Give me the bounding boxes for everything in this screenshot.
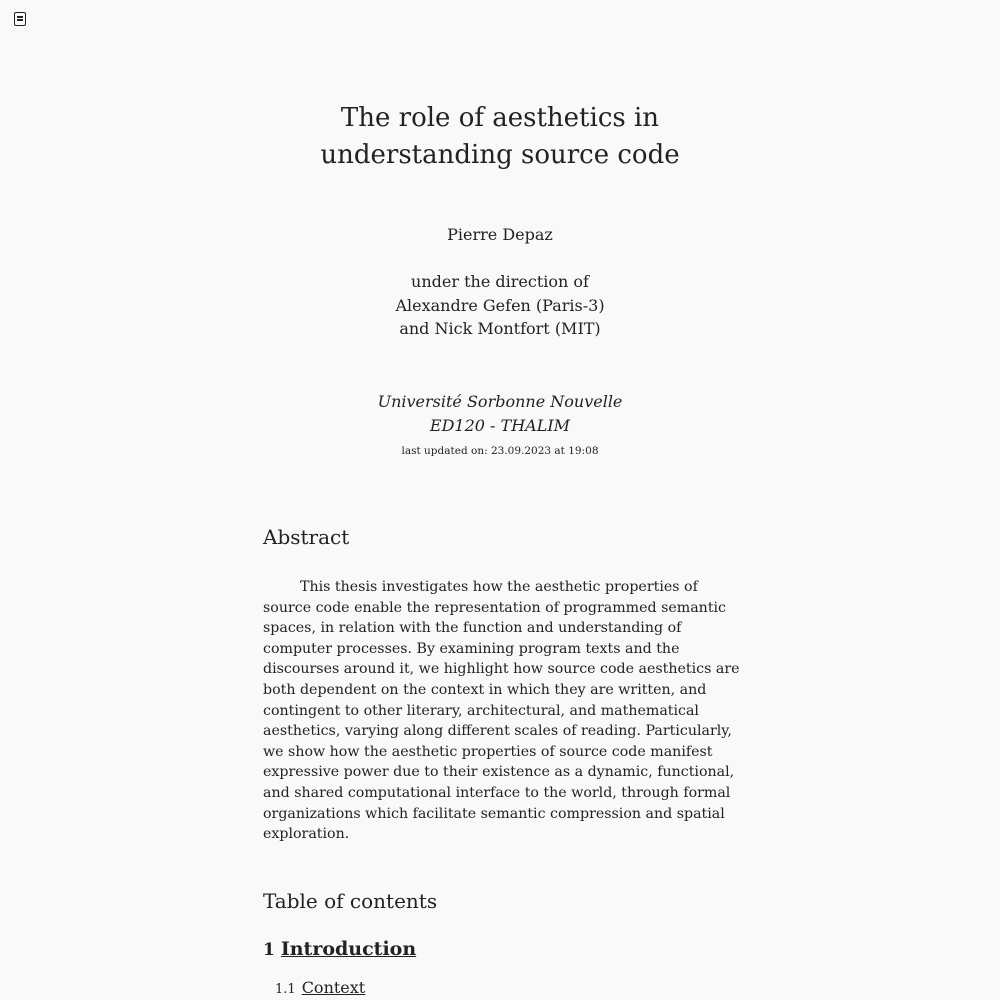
direction-block — [250, 270, 750, 341]
page-title: The role of aesthetics in understanding source code — [320, 103, 680, 170]
direction-line: under the direction of — [411, 272, 589, 291]
toc-item-number: 1.1 — [275, 982, 296, 997]
toc-item-context — [275, 977, 365, 1000]
toc-heading: Table of contents — [263, 889, 438, 913]
toc-item-introduction — [263, 936, 416, 963]
toc-link-introduction[interactable]: Introduction — [280, 938, 417, 960]
abstract-heading: Abstract — [263, 525, 350, 549]
book-icon[interactable] — [14, 12, 26, 26]
author-name: Pierre Depaz — [447, 225, 553, 244]
toc-item-number: 1 — [263, 940, 275, 960]
lab-name: ED120 - THALIM — [429, 415, 571, 435]
abstract-text: This thesis investigates how the aesthetic properties of source code enable the representation of programmed semantic spaces, in relation with the function and understanding of computer processes. By examining program texts and the discourses around it, we highlight how source code aesthetics are both dependent on the context in which they are written, and contingent to other literary, architectural, and mathematical aesthetics, varying along different scales of reading. Particularly, we show how the aesthetic properties of source code manifest expressive power due to their existence as a dynamic, functional, and shared computational interface to the world, through formal organizations which facilitate semantic compression and spatial exploration. — [263, 579, 740, 843]
university-name: Université Sorbonne Nouvelle — [377, 392, 623, 411]
institution-block — [250, 390, 750, 437]
advisor-line: Alexandre Gefen (Paris-3) — [395, 295, 605, 315]
toc-link-context[interactable]: Context — [301, 978, 366, 997]
last-updated: last updated on: 23.09.2023 at 19:08 — [401, 445, 599, 457]
advisor-line: and Nick Montfort (MIT) — [399, 319, 601, 338]
